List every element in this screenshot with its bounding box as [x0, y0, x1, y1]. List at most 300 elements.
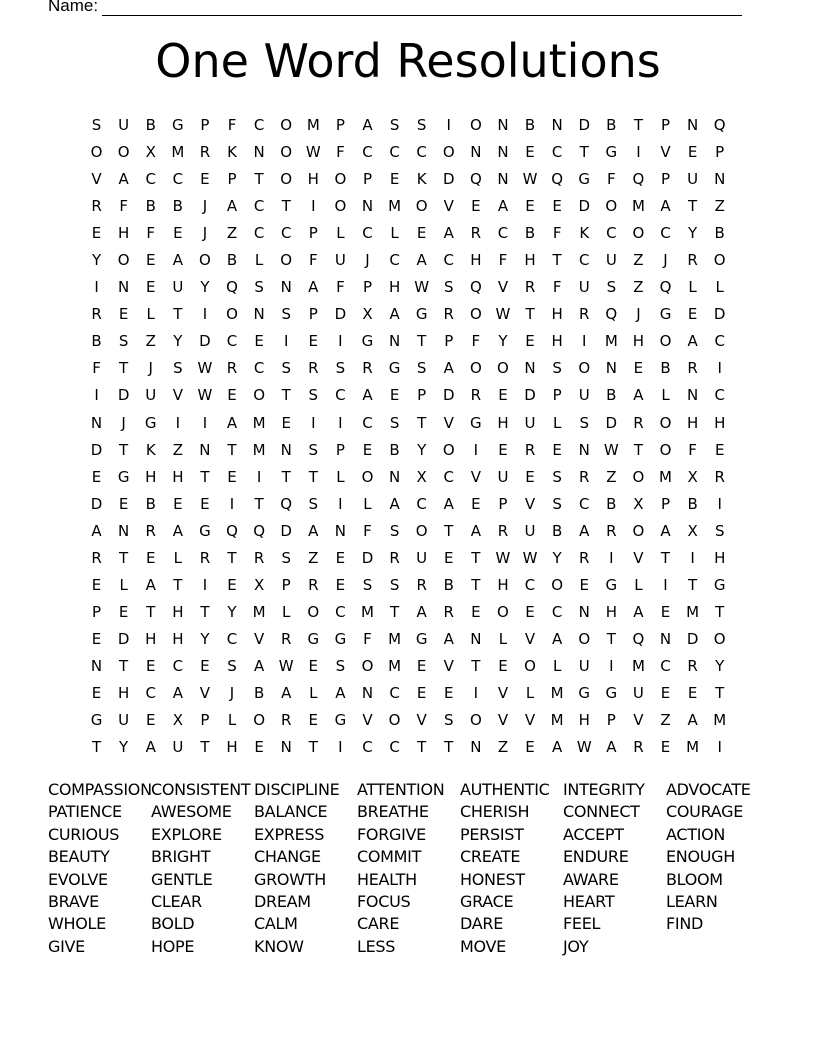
grid-letter: V [443, 413, 454, 432]
grid-letter: L [254, 251, 264, 270]
grid-letter: W [197, 359, 213, 378]
grid-letter: H [578, 711, 590, 730]
grid-letter: J [663, 251, 668, 270]
grid-letter: T [119, 656, 129, 675]
grid-letter: M [631, 197, 645, 216]
grid-letter: R [145, 521, 156, 540]
grid-letter: P [92, 602, 102, 621]
grid-letter: E [498, 440, 508, 459]
grid-letter: U [578, 278, 590, 297]
grid-letter: M [604, 332, 618, 351]
grid-letter: V [524, 494, 536, 513]
grid-letter: G [144, 413, 157, 432]
grid-letter: H [145, 467, 157, 486]
word-list-item: BEAUTY [48, 847, 110, 867]
grid-letter: A [389, 305, 400, 324]
grid-letter: A [362, 386, 373, 405]
grid-letter: C [389, 251, 400, 270]
grid-letter: A [633, 602, 644, 621]
grid-letter: O [280, 170, 293, 189]
grid-letter: O [578, 629, 591, 648]
grid-letter: Q [469, 278, 482, 297]
grid-letter: Z [172, 440, 183, 459]
grid-letter: R [416, 575, 427, 594]
name-label: Name: [48, 0, 99, 15]
grid-letter: M [252, 440, 266, 459]
grid-letter: O [551, 575, 564, 594]
grid-letter: T [660, 548, 671, 567]
grid-letter: Z [633, 251, 644, 270]
grid-letter: P [308, 305, 318, 324]
grid-letter: G [605, 575, 618, 594]
grid-letter: V [660, 143, 671, 162]
grid-letter: S [281, 359, 291, 378]
word-list-item: DISCIPLINE [254, 780, 340, 799]
word-list-item: EVOLVE [48, 869, 108, 889]
grid-letter: G [172, 116, 184, 134]
grid-letter: R [524, 278, 536, 297]
grid-letter: H [551, 305, 563, 324]
grid-letter: S [389, 575, 400, 594]
grid-letter: I [311, 413, 316, 432]
grid-letter: E [498, 656, 508, 675]
grid-letter: U [497, 467, 509, 486]
grid-letter: R [579, 305, 590, 324]
word-list [48, 779, 769, 958]
grid-letter: I [446, 116, 451, 134]
grid-letter: R [253, 548, 265, 567]
grid-letter: E [552, 440, 562, 459]
grid-letter: O [361, 467, 374, 486]
grid-letter: O [415, 197, 428, 216]
grid-letter: G [470, 413, 482, 432]
grid-letter: C [714, 332, 725, 351]
grid-letter: O [659, 413, 672, 432]
grid-letter: D [117, 629, 130, 648]
grid-letter: V [497, 278, 509, 297]
grid-letter: E [444, 683, 454, 702]
grid-letter: S [579, 413, 589, 432]
grid-letter: N [497, 116, 509, 134]
grid-letter: Y [91, 251, 102, 270]
grid-letter: O [659, 332, 672, 351]
grid-letter: R [226, 359, 238, 378]
grid-letter: N [90, 656, 103, 675]
grid-letter: C [226, 332, 238, 351]
grid-letter: E [118, 494, 129, 513]
grid-letter: N [253, 305, 265, 324]
grid-letter: W [305, 143, 321, 162]
grid-letter: A [362, 116, 373, 134]
grid-letter: E [498, 386, 508, 405]
grid-letter: O [334, 197, 347, 216]
grid-letter: R [470, 224, 482, 243]
grid-letter: L [634, 575, 643, 594]
grid-letter: Y [417, 440, 427, 459]
grid-letter: I [202, 305, 208, 324]
grid-letter: T [173, 305, 183, 324]
grid-letter: S [281, 305, 291, 324]
word-list-item: BLOOM [666, 869, 723, 889]
word-list-item: CARE [357, 914, 400, 934]
grid-letter: J [202, 197, 208, 216]
grid-letter: N [253, 143, 265, 162]
grid-letter: E [687, 305, 698, 324]
grid-letter: T [227, 440, 237, 459]
grid-letter: X [416, 467, 427, 486]
grid-letter: H [551, 332, 563, 351]
grid-letter: S [227, 656, 237, 675]
word-list-item: PERSIST [460, 824, 524, 844]
grid-letter: D [442, 170, 455, 189]
grid-letter: G [713, 575, 726, 594]
grid-letter: R [606, 521, 617, 540]
grid-letter: O [497, 359, 509, 378]
grid-letter: R [470, 386, 482, 405]
grid-letter: G [388, 359, 401, 378]
grid-letter: C [145, 683, 156, 702]
grid-letter: S [308, 494, 319, 513]
grid-letter: N [659, 629, 672, 648]
grid-letter: E [362, 440, 373, 459]
grid-letter: B [145, 494, 156, 513]
grid-letter: S [335, 359, 346, 378]
word-list-item: HEALTH [357, 869, 417, 889]
grid-letter: S [91, 116, 102, 134]
grid-letter: E [308, 332, 319, 351]
grid-letter: Z [714, 197, 725, 216]
name-field[interactable] [48, 0, 742, 16]
grid-letter: R [91, 197, 102, 216]
grid-letter: I [690, 548, 695, 567]
grid-letter: B [714, 224, 725, 243]
grid-letter: L [227, 711, 237, 730]
grid-letter: H [172, 629, 184, 648]
grid-letter: C [253, 116, 265, 134]
grid-letter: C [389, 683, 400, 702]
grid-letter: I [609, 548, 614, 567]
grid-letter: V [253, 629, 265, 648]
grid-letter: I [636, 143, 641, 162]
grid-letter: F [607, 170, 616, 189]
grid-letter: M [686, 602, 700, 621]
grid-letter: O [334, 170, 347, 189]
grid-letter: B [687, 494, 698, 513]
grid-letter: W [522, 548, 538, 567]
grid-letter: S [308, 440, 319, 459]
grid-letter: I [283, 332, 289, 351]
grid-letter: M [713, 711, 727, 730]
grid-letter: L [688, 278, 697, 297]
grid-letter: T [254, 170, 264, 189]
grid-letter: A [579, 521, 590, 540]
grid-letter: A [633, 386, 644, 405]
grid-letter: E [525, 197, 535, 216]
grid-letter: B [443, 575, 454, 594]
grid-letter: V [443, 197, 454, 216]
grid-letter: E [660, 683, 671, 702]
grid-letter: E [525, 332, 535, 351]
grid-letter: A [470, 521, 481, 540]
grid-letter: D [199, 332, 211, 351]
grid-letter: L [119, 575, 128, 594]
grid-letter: D [361, 548, 374, 567]
grid-letter: A [552, 629, 563, 648]
grid-letter: I [256, 467, 262, 486]
grid-letter: G [415, 305, 428, 324]
grid-letter: A [335, 683, 346, 702]
grid-letter: G [659, 305, 672, 324]
grid-letter: Q [632, 629, 645, 648]
grid-letter: E [471, 197, 481, 216]
grid-letter: A [687, 332, 698, 351]
grid-letter: N [578, 440, 590, 459]
grid-letter: F [688, 440, 697, 459]
grid-letter: T [146, 602, 156, 621]
grid-letter: Q [253, 521, 266, 540]
grid-letter: E [525, 467, 535, 486]
grid-letter: R [199, 548, 211, 567]
grid-letter: P [281, 575, 291, 594]
grid-letter: E [389, 386, 400, 405]
grid-letter: C [416, 143, 427, 162]
grid-letter: C [335, 386, 346, 405]
grid-letter: E [91, 224, 102, 243]
grid-letter: T [417, 413, 427, 432]
grid-letter: T [281, 467, 291, 486]
grid-letter: S [416, 359, 427, 378]
grid-letter: O [280, 143, 293, 162]
grid-letter: O [632, 521, 645, 540]
grid-letter: W [197, 386, 213, 405]
grid-letter: H [714, 548, 726, 567]
grid-letter: D [90, 494, 103, 513]
grid-letter: H [145, 629, 157, 648]
grid-letter: R [579, 548, 590, 567]
grid-letter: I [94, 278, 99, 297]
word-list-item: CALM [254, 914, 298, 934]
grid-letter: X [687, 467, 698, 486]
word-list-item: FIND [666, 914, 704, 934]
grid-letter: S [118, 332, 129, 351]
grid-letter: R [362, 359, 373, 378]
grid-letter: G [605, 143, 618, 162]
word-list-item: PATIENCE [48, 802, 122, 822]
grid-letter: U [578, 386, 590, 405]
grid-letter: U [416, 548, 428, 567]
grid-letter: F [363, 521, 372, 540]
grid-letter: W [522, 170, 538, 189]
word-list-item: HONEST [460, 869, 525, 889]
grid-letter: C [145, 170, 156, 189]
grid-letter: R [280, 711, 292, 730]
grid-letter: U [145, 386, 157, 405]
grid-letter: M [550, 683, 564, 702]
grid-letter: A [308, 521, 319, 540]
grid-letter: S [362, 575, 373, 594]
grid-letter: R [524, 440, 536, 459]
word-list-item: CHERISH [460, 802, 530, 822]
word-list-item: ACTION [666, 824, 726, 844]
grid-letter: B [551, 521, 563, 540]
grid-letter: C [253, 359, 265, 378]
grid-letter: N [714, 170, 726, 189]
grid-letter: L [498, 629, 508, 648]
word-list-item: BRAVE [48, 891, 99, 911]
grid-letter: F [498, 251, 508, 270]
grid-letter: V [470, 467, 481, 486]
grid-letter: N [361, 197, 374, 216]
grid-letter: W [414, 278, 430, 297]
grid-letter: P [660, 494, 671, 513]
grid-letter: E [173, 224, 183, 243]
word-list-item: EXPRESS [254, 824, 325, 844]
grid-letter: E [118, 305, 129, 324]
grid-letter: T [606, 629, 616, 648]
grid-letter: L [661, 386, 670, 405]
grid-letter: X [253, 575, 265, 594]
grid-letter: M [252, 602, 266, 621]
grid-letter: R [280, 629, 292, 648]
grid-letter: E [91, 629, 102, 648]
grid-letter: T [200, 467, 210, 486]
word-list-item: BREATHE [357, 802, 429, 822]
grid-letter: Z [145, 332, 156, 351]
grid-letter: C [497, 224, 509, 243]
grid-letter: L [173, 548, 182, 567]
word-list-item: ENOUGH [666, 847, 736, 867]
grid-letter: A [172, 683, 183, 702]
grid-letter: F [471, 332, 481, 351]
grid-letter: E [227, 467, 237, 486]
word-list-item: AUTHENTIC [460, 780, 550, 799]
grid-letter: V [443, 656, 454, 675]
grid-letter: A [118, 170, 129, 189]
grid-letter: F [92, 359, 101, 378]
grid-letter: N [497, 143, 509, 162]
grid-letter: J [202, 224, 208, 243]
grid-letter: N [280, 738, 292, 757]
grid-letter: R [579, 467, 590, 486]
word-list-item: DARE [460, 914, 504, 934]
grid-letter: T [579, 143, 589, 162]
grid-letter: A [172, 251, 183, 270]
grid-letter: A [552, 738, 563, 757]
grid-letter: A [145, 575, 156, 594]
grid-letter: C [172, 656, 184, 675]
grid-letter: P [417, 386, 427, 405]
grid-letter: E [416, 224, 427, 243]
grid-letter: P [660, 170, 671, 189]
grid-letter: R [443, 602, 454, 621]
grid-letter: N [470, 629, 482, 648]
grid-letter: T [200, 602, 210, 621]
grid-letter: Z [308, 548, 319, 567]
grid-letter: O [253, 386, 266, 405]
grid-letter: Q [659, 278, 672, 297]
grid-letter: N [388, 332, 401, 351]
word-list-item: ACCEPT [563, 824, 624, 844]
grid-letter: G [334, 629, 347, 648]
grid-letter: E [145, 278, 156, 297]
grid-letter: Q [551, 170, 564, 189]
grid-letter: U [524, 413, 536, 432]
grid-letter: T [471, 656, 481, 675]
grid-letter: H [388, 278, 401, 297]
grid-letter: L [552, 656, 562, 675]
grid-letter: N [361, 683, 374, 702]
grid-letter: J [148, 359, 153, 378]
grid-letter: A [253, 656, 265, 675]
word-list-item: EXPLORE [151, 824, 222, 844]
grid-letter: I [338, 494, 343, 513]
grid-letter: I [717, 494, 722, 513]
grid-letter: N [199, 440, 211, 459]
grid-letter: O [524, 656, 536, 675]
grid-letter: V [633, 548, 644, 567]
grid-letter: G [415, 629, 428, 648]
grid-letter: T [91, 738, 102, 757]
grid-letter: N [280, 440, 292, 459]
grid-letter: F [363, 629, 372, 648]
grid-letter: V [524, 629, 536, 648]
grid-letter: G [90, 711, 103, 730]
grid-letter: G [605, 683, 618, 702]
grid-letter: E [145, 656, 156, 675]
grid-letter: M [388, 629, 402, 648]
grid-letter: U [334, 251, 346, 270]
grid-letter: B [524, 224, 536, 243]
grid-letter: T [119, 359, 129, 378]
grid-letter: L [363, 494, 372, 513]
grid-letter: C [578, 251, 590, 270]
grid-letter: X [362, 305, 373, 324]
grid-letter: E [471, 494, 481, 513]
grid-letter: O [605, 197, 618, 216]
grid-letter: G [334, 711, 347, 730]
grid-letter: G [361, 332, 374, 351]
grid-letter: M [550, 711, 564, 730]
word-list-item: INTEGRITY [563, 780, 645, 799]
grid-letter: E [227, 575, 237, 594]
grid-letter: N [605, 359, 617, 378]
grid-letter: B [172, 197, 183, 216]
grid-letter: W [576, 738, 592, 757]
grid-letter: E [335, 548, 346, 567]
grid-letter: F [227, 116, 237, 134]
grid-letter: L [390, 224, 399, 243]
grid-letter: O [632, 224, 645, 243]
grid-letter: O [388, 711, 401, 730]
grid-letter: P [606, 711, 616, 730]
grid-letter: S [552, 359, 562, 378]
grid-letter: T [308, 467, 318, 486]
grid-letter: R [633, 738, 644, 757]
grid-letter: K [145, 440, 156, 459]
grid-letter: T [281, 197, 291, 216]
grid-letter: A [443, 629, 454, 648]
grid-letter: O [117, 143, 130, 162]
name-underline[interactable] [102, 0, 742, 16]
word-list-item: ATTENTION [357, 780, 445, 799]
grid-letter: V [362, 711, 373, 730]
grid-letter: N [90, 413, 103, 432]
grid-letter: T [173, 575, 183, 594]
grid-letter: E [416, 656, 427, 675]
grid-letter: C [443, 251, 454, 270]
grid-letter: T [688, 575, 698, 594]
grid-letter: V [416, 711, 427, 730]
